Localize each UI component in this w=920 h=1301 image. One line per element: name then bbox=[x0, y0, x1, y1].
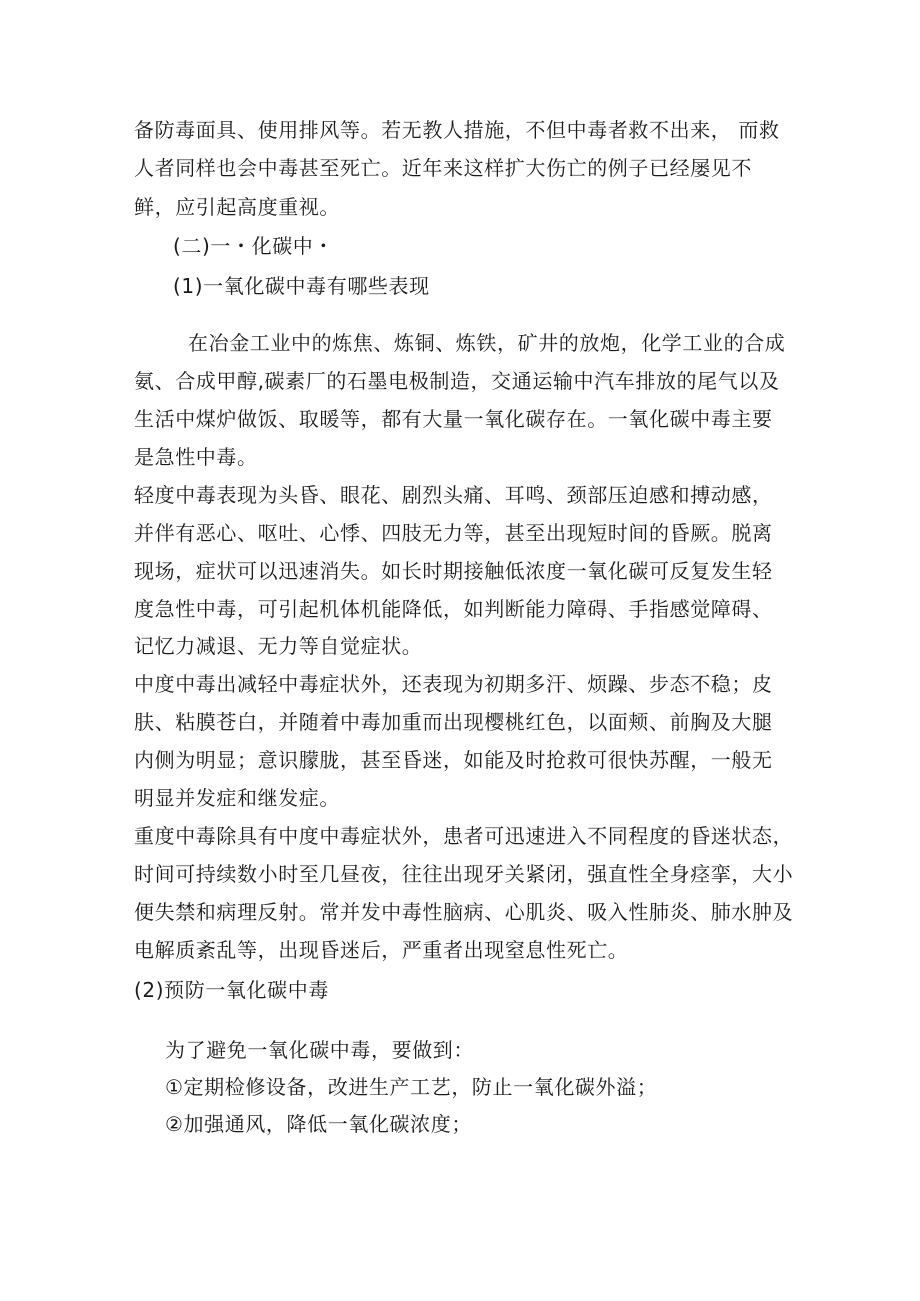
text-line: 度急性中毒，可引起机体机能降低，如判断能力障碍、手指感觉障碍、 bbox=[134, 597, 773, 621]
text-line: 肤、粘膜苍白，并随着中毒加重而出现樱桃红色，以面颊、前胸及大腿 bbox=[134, 710, 773, 734]
text-line: 生活中煤炉做饭、取暖等，都有大量一氧化碳存在。一氧化碳中毒主要 bbox=[134, 407, 773, 431]
list-item: ①定期检修设备，改进生产工艺，防止一氧化碳外溢； bbox=[165, 1075, 658, 1099]
text-line: 时间可持续数小时至几昼夜，往往出现牙关紧闭，强直性全身痉挛，大小 bbox=[134, 862, 794, 886]
text-line: 并伴有恶心、呕吐、心悸、四肢无力等，甚至出现短时间的昏厥。脱离 bbox=[134, 521, 773, 545]
text-line: 明显并发症和继发症。 bbox=[134, 786, 340, 810]
text-line: 内侧为明显；意识朦胧，甚至昏迷，如能及时抢救可很快苏醒，一般无 bbox=[134, 748, 773, 772]
subsection-heading: (1)一氧化碳中毒有哪些表现 bbox=[173, 274, 430, 298]
text-line: 记忆力减退、无力等自觉症状。 bbox=[134, 634, 423, 658]
text-line: 便失禁和病理反射。常并发中毒性脑病、心肌炎、吸入性肺炎、肺水肿及 bbox=[134, 900, 794, 924]
text-line: 鲜，应引起高度重视。 bbox=[134, 195, 340, 219]
text-line: 现场，症状可以迅速消失。如长时期接触低浓度一氧化碳可反复发生轻 bbox=[134, 559, 773, 583]
text-line: 中度中毒出减轻中毒症状外，还表现为初期多汗、烦躁、步态不稳；皮 bbox=[134, 672, 773, 696]
text-line: 为了避免一氧化碳中毒，要做到： bbox=[165, 1038, 474, 1062]
text-line: 轻度中毒表现为头昏、眼花、剧烈头痛、耳鸣、颈部压迫感和搏动感， bbox=[134, 483, 773, 507]
text-line: 人者同样也会中毒甚至死亡。近年来这样扩大伤亡的例子已经屡见不 bbox=[134, 156, 752, 180]
list-item: ②加强通风，降低一氧化碳浓度； bbox=[165, 1112, 472, 1136]
text-line: 备防毒面具、使用排风等。若无教人措施，不但中毒者救不出来， 而救 bbox=[134, 118, 780, 142]
subsection-heading: (2)预防一氧化碳中毒 bbox=[134, 978, 329, 1002]
text-line: 在冶金工业中的炼焦、炼铜、炼铁，矿井的放炮，化学工业的合成 bbox=[188, 331, 786, 355]
text-line: 重度中毒除具有中度中毒症状外，患者可迅速进入不同程度的昏迷状态， bbox=[134, 824, 794, 848]
text-line: 是急性中毒。 bbox=[134, 445, 258, 469]
section-heading: (二)一・化碳中・ bbox=[173, 234, 335, 258]
text-line: 电解质紊乱等，出现昏迷后，严重者出现窒息性死亡。 bbox=[134, 938, 629, 962]
text-line: 氨、合成甲醇,碳素厂的石墨电极制造，交通运输中汽车排放的尾气以及 bbox=[134, 369, 780, 393]
